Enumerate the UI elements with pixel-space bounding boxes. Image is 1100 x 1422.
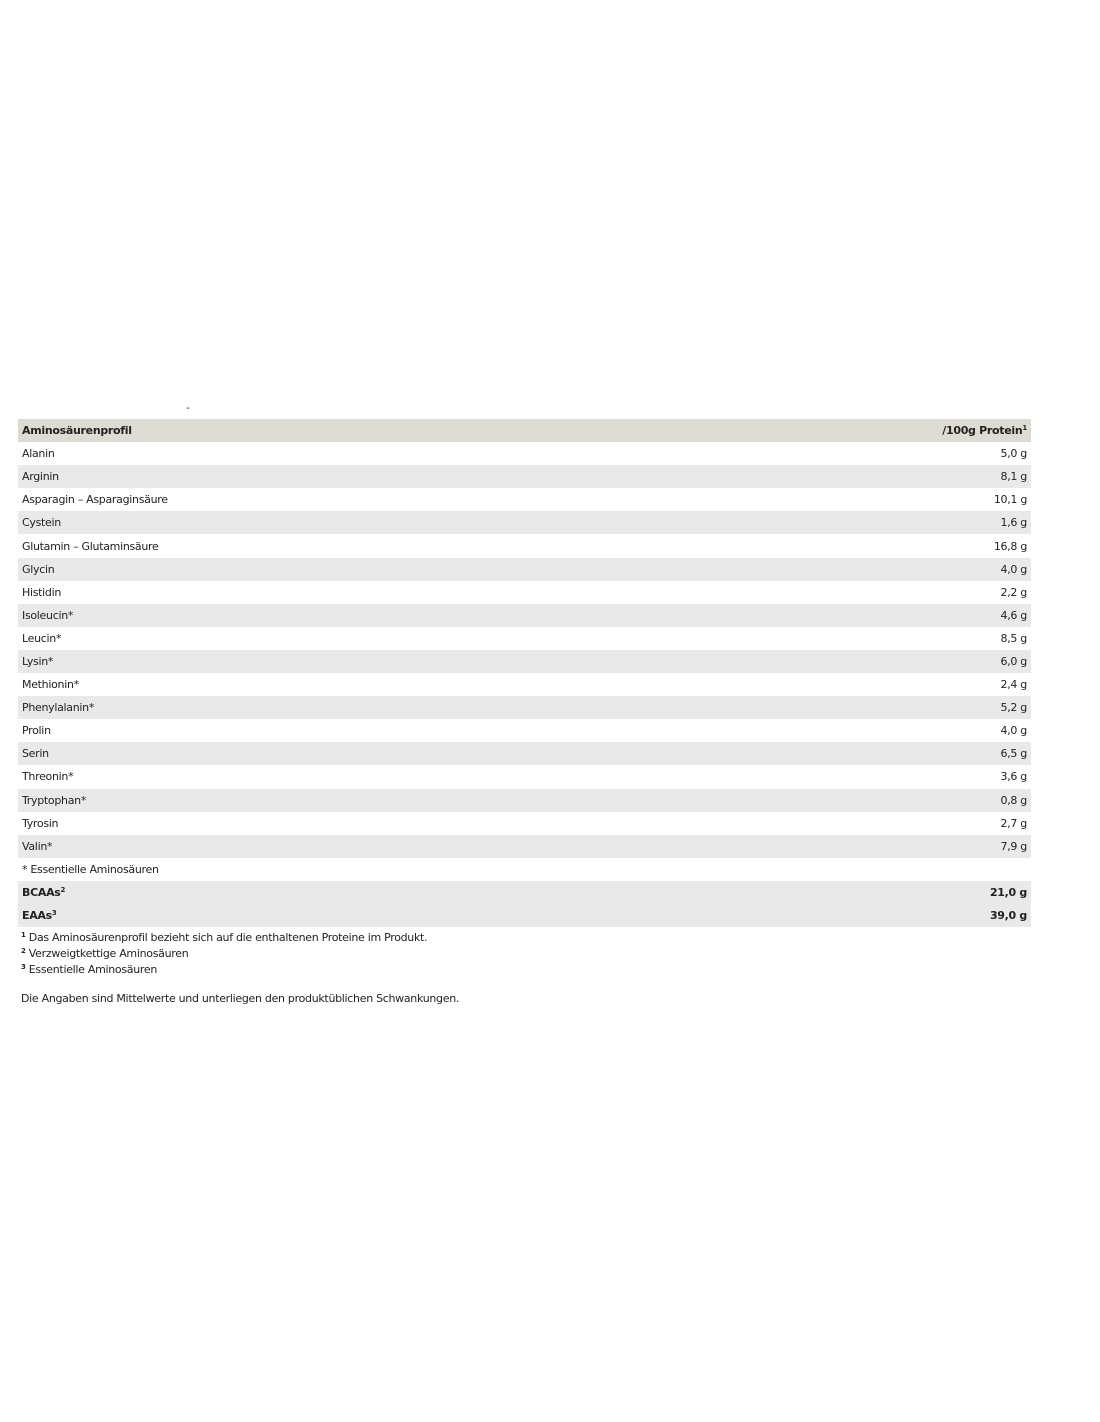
table-row: [18, 581, 1031, 604]
header-footnote-marker: 1: [1022, 424, 1027, 433]
amino-value: 8,1 g: [1000, 470, 1027, 484]
amino-value: 7,9 g: [1000, 839, 1027, 853]
amino-value: 4,6 g: [1000, 608, 1027, 622]
table-header-row: [18, 419, 1031, 442]
amino-name: Valin*: [22, 839, 53, 853]
footnote-item: [21, 930, 427, 946]
table-row: [18, 673, 1031, 696]
column-header-name: Aminosäurenprofil: [22, 424, 132, 438]
amino-name: Methionin*: [22, 678, 79, 692]
amino-value: 1,6 g: [1000, 516, 1027, 530]
table-row: [18, 812, 1031, 835]
footnote-text: Verzweigtkettige Aminosäuren: [28, 947, 189, 960]
amino-name: Asparagin – Asparaginsäure: [22, 493, 168, 507]
footnote-item: [21, 946, 427, 962]
footnote-marker: 3: [51, 909, 57, 918]
amino-acid-table: [18, 419, 1031, 927]
table-row: [18, 789, 1031, 812]
total-name: EAAs$^3$: [22, 909, 57, 923]
table-row: [18, 488, 1031, 511]
amino-name: Alanin: [22, 447, 55, 461]
table-row: [18, 558, 1031, 581]
footnote-marker: 3: [21, 963, 26, 971]
amino-name: Lysin*: [22, 654, 54, 668]
amino-value: 16,8 g: [993, 539, 1027, 553]
amino-value: 10,1 g: [993, 493, 1027, 507]
amino-name: Tryptophan*: [22, 793, 87, 807]
table-row: [18, 465, 1031, 488]
amino-value: 0,8 g: [1000, 793, 1027, 807]
footnote-marker: 2: [60, 885, 66, 894]
table-row: [18, 742, 1031, 765]
amino-name: Leucin*: [22, 631, 62, 645]
amino-value: 4,0 g: [1000, 724, 1027, 738]
essential-note: * Essentielle Aminosäuren: [22, 862, 159, 876]
table-row: [18, 604, 1031, 627]
footnotes: [21, 930, 427, 978]
table-row: [18, 627, 1031, 650]
table-row: [18, 511, 1031, 534]
total-name: BCAAs$^2$: [22, 885, 66, 899]
total-value: 21,0 g: [989, 885, 1027, 899]
table-row: [18, 835, 1031, 858]
amino-value: 5,0 g: [1000, 447, 1027, 461]
amino-name: Histidin: [22, 585, 62, 599]
footnote-item: [21, 962, 427, 978]
column-header-value: /100g Protein$^1$: [942, 424, 1027, 438]
amino-name: Tyrosin: [22, 816, 59, 830]
total-value: 39,0 g: [989, 909, 1027, 923]
dash-mark: -: [186, 401, 190, 414]
amino-name: Cystein: [22, 516, 61, 530]
table-row: [18, 696, 1031, 719]
total-row-eaas: [18, 904, 1031, 927]
amino-value: 6,0 g: [1000, 654, 1027, 668]
amino-name: Serin: [22, 747, 49, 761]
amino-value: 2,2 g: [1000, 585, 1027, 599]
amino-value: 2,4 g: [1000, 678, 1027, 692]
amino-name: Prolin: [22, 724, 51, 738]
amino-value: 6,5 g: [1000, 747, 1027, 761]
amino-name: Phenylalanin*: [22, 701, 95, 715]
amino-value: 5,2 g: [1000, 701, 1027, 715]
footnote-marker: 2: [21, 947, 26, 955]
footnote-marker: 1: [21, 931, 26, 939]
disclaimer-text: Die Angaben sind Mittelwerte und unterliegen den produktüblichen Schwankungen.: [21, 992, 460, 1005]
amino-value: 4,0 g: [1000, 562, 1027, 576]
total-row-bcaas: [18, 881, 1031, 904]
table-row: [18, 650, 1031, 673]
amino-name: Glutamin – Glutaminsäure: [22, 539, 159, 553]
amino-name: Glycin: [22, 562, 55, 576]
amino-value: 2,7 g: [1000, 816, 1027, 830]
table-row: [18, 719, 1031, 742]
table-row: [18, 534, 1031, 557]
amino-name: Threonin*: [22, 770, 74, 784]
amino-name: Isoleucin*: [22, 608, 74, 622]
footnote-text: Essentielle Aminosäuren: [28, 963, 158, 976]
amino-value: 3,6 g: [1000, 770, 1027, 784]
essential-note-row: [18, 858, 1031, 881]
table-row: [18, 765, 1031, 788]
amino-value: 8,5 g: [1000, 631, 1027, 645]
amino-name: Arginin: [22, 470, 59, 484]
footnote-text: Das Aminosäurenprofil bezieht sich auf die enthaltenen Proteine im Produkt.: [28, 931, 428, 944]
table-row: [18, 442, 1031, 465]
table-body: [18, 442, 1031, 927]
